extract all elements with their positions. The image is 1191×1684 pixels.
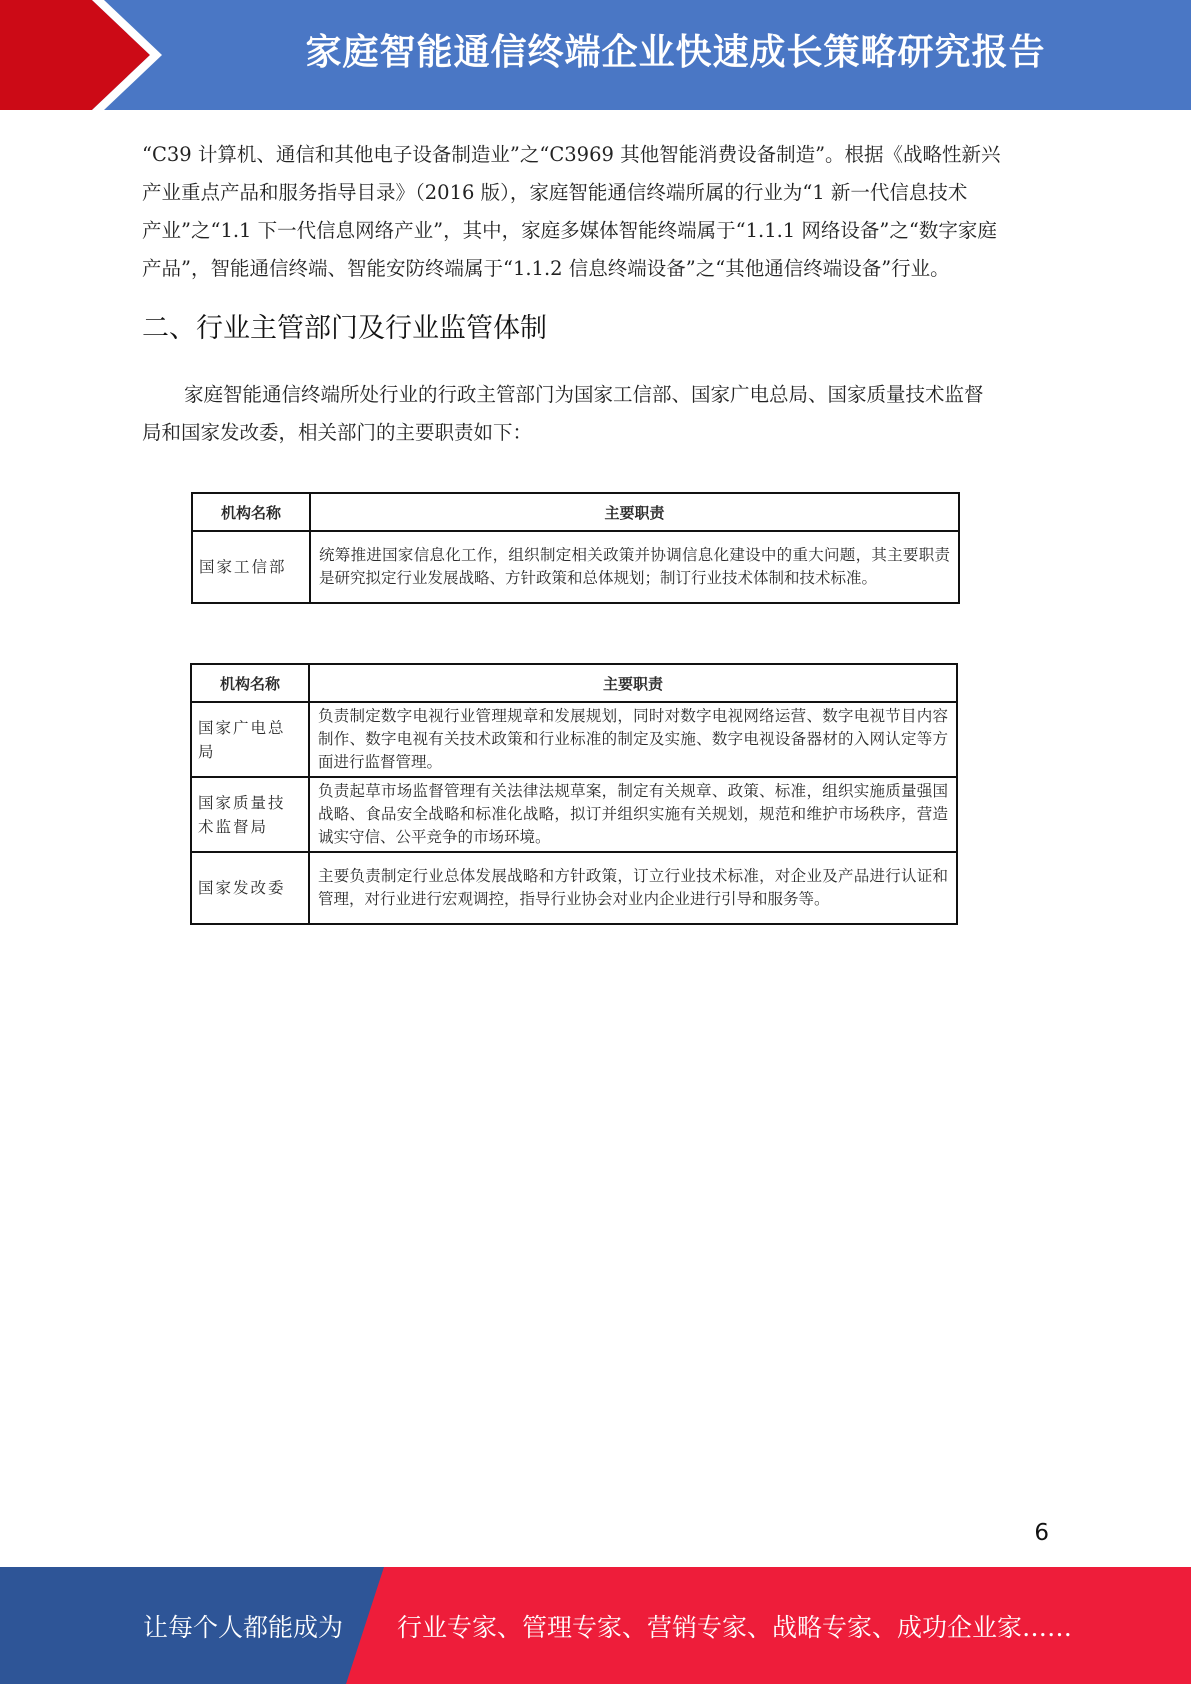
regulator-paragraph	[142, 376, 1052, 452]
column-header-duty: 主要职责	[310, 493, 959, 531]
page-header	[0, 0, 1191, 110]
table-row	[191, 852, 957, 924]
paragraph-line: “C39 计算机、通信和其他电子设备制造业”之“C3969 其他智能消费设备制造”。根据《战略性新兴	[142, 143, 1001, 166]
org-name-cell: 国家工信部	[192, 531, 310, 603]
table-header-row	[191, 664, 957, 702]
paragraph-line: 产品”，智能通信终端、智能安防终端属于“1.1.2 信息终端设备”之“其他通信终端设备”行业。	[142, 257, 950, 280]
header-title: 家庭智能通信终端企业快速成长策略研究报告	[305, 32, 1046, 73]
paragraph-line: 局和国家发改委，相关部门的主要职责如下：	[142, 421, 533, 444]
table-row	[192, 531, 959, 603]
table-row	[191, 702, 957, 777]
duty-cell: 主要负责制定行业总体发展战略和方针政策，订立行业技术标准，对企业及产品进行认证和管理，对行业进行宏观调控，指导行业协会对业内企业进行引导和服务等。	[309, 852, 957, 924]
intro-paragraph	[142, 136, 1052, 288]
org-name-cell: 国家质量技术监督局	[191, 777, 309, 852]
footer-slogan-right: 行业专家、管理专家、营销专家、战略专家、成功企业家……	[397, 1613, 1073, 1642]
duty-cell: 负责起草市场监督管理有关法律法规草案，制定有关规章、政策、标准，组织实施质量强国战略、食品安全战略和标准化战略，拟订并组织实施有关规划，规范和维护市场秩序，营造诚实守信、公平竞争的市场环境。	[309, 777, 957, 852]
column-header-duty: 主要职责	[309, 664, 957, 702]
duty-cell: 负责制定数字电视行业管理规章和发展规划，同时对数字电视网络运营、数字电视节目内容制作、数字电视有关技术政策和行业标准的制定及实施、数字电视设备器材的入网认定等方面进行监督管理。	[309, 702, 957, 777]
org-name-cell: 国家发改委	[191, 852, 309, 924]
page-footer	[0, 1567, 1191, 1684]
column-header-org: 机构名称	[191, 664, 309, 702]
paragraph-line: 产业重点产品和服务指导目录》（2016 版），家庭智能通信终端所属的行业为“1 新一代信息技术	[142, 181, 968, 204]
paragraph-line: 家庭智能通信终端所处行业的行政主管部门为国家工信部、国家广电总局、国家质量技术监督	[184, 383, 984, 406]
regulator-table-2	[190, 663, 958, 925]
section-heading: 二、行业主管部门及行业监管体制	[142, 313, 547, 344]
footer-slogan-left: 让每个人都能成为	[143, 1613, 344, 1642]
regulator-table-1	[191, 492, 960, 604]
column-header-org: 机构名称	[192, 493, 310, 531]
table-header-row	[192, 493, 959, 531]
page-number: 6	[1034, 1520, 1049, 1546]
duty-cell: 统筹推进国家信息化工作，组织制定相关政策并协调信息化建设中的重大问题，其主要职责是研究拟定行业发展战略、方针政策和总体规划；制订行业技术体制和技术标准。	[310, 531, 959, 603]
org-name-cell: 国家广电总局	[191, 702, 309, 777]
paragraph-line: 产业”之“1.1 下一代信息网络产业”，其中，家庭多媒体智能终端属于“1.1.1 网络设备”之“数字家庭	[142, 219, 997, 242]
table-row	[191, 777, 957, 852]
